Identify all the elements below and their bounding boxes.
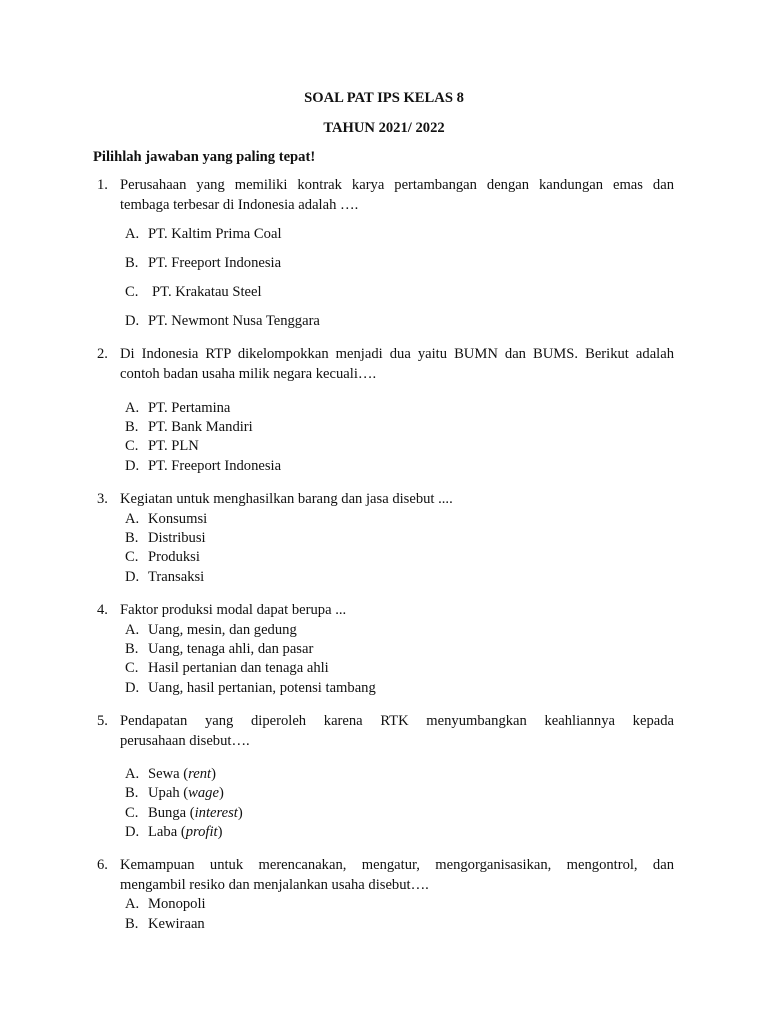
option-letter: B. [125, 255, 139, 271]
option-letter: A. [125, 896, 140, 912]
question-text-line: Faktor produksi modal dapat berupa ... [120, 602, 347, 618]
instruction: Pilihlah jawaban yang paling tepat! [93, 149, 316, 165]
option-letter: C. [125, 284, 139, 300]
option-text: PT. PLN [148, 438, 199, 454]
option-text: PT. Newmont Nusa Tenggara [148, 313, 320, 329]
option-letter: A. [125, 400, 140, 416]
option-letter: D. [125, 569, 140, 585]
option-text: Produksi [148, 549, 200, 565]
option-text: PT. Kaltim Prima Coal [148, 226, 282, 242]
question-text-line: Perusahaan yang memiliki kontrak karya pertambangan dengan kandungan emas dan [120, 177, 674, 193]
option-text: Distribusi [148, 530, 206, 546]
option-letter: D. [125, 458, 140, 474]
option-letter: D. [125, 824, 140, 840]
question-number: 6. [97, 857, 108, 873]
option-text: Konsumsi [148, 511, 208, 527]
option-letter: B. [125, 419, 139, 435]
page-title: SOAL PAT IPS KELAS 8 [304, 90, 464, 106]
option-letter: A. [125, 226, 140, 242]
question-number: 1. [97, 177, 108, 193]
option-text: PT. Freeport Indonesia [148, 255, 282, 271]
question-text-line: mengambil resiko dan menjalankan usaha disebut…. [120, 877, 429, 893]
option-letter: C. [125, 805, 139, 821]
option-text: Uang, tenaga ahli, dan pasar [148, 641, 314, 657]
option-text: Uang, mesin, dan gedung [148, 622, 297, 638]
option-text: Uang, hasil pertanian, potensi tambang [148, 680, 376, 696]
option-letter: D. [125, 680, 140, 696]
question-text-line: contoh badan usaha milik negara kecuali…. [120, 366, 377, 382]
option-letter: A. [125, 622, 140, 638]
option-letter: C. [125, 549, 139, 565]
option-text: PT. Bank Mandiri [148, 419, 253, 435]
option-letter: B. [125, 641, 139, 657]
option-text: Hasil pertanian dan tenaga ahli [148, 660, 329, 676]
option-letter: C. [125, 660, 139, 676]
question-text-line: Pendapatan yang diperoleh karena RTK menyumbangkan keahliannya kepada [120, 713, 674, 729]
question-text-line: Kemampuan untuk merencanakan, mengatur, mengorganisasikan, mengontrol, dan [120, 857, 674, 873]
option-text: PT. Pertamina [148, 400, 231, 416]
page-subtitle-year: TAHUN 2021/ 2022 [323, 120, 445, 136]
question-number: 5. [97, 713, 108, 729]
question-text-line: tembaga terbesar di Indonesia adalah …. [120, 197, 359, 213]
question-number: 2. [97, 346, 108, 362]
option-text: Bunga (interest) [148, 805, 243, 821]
option-text: Kewiraan [148, 916, 205, 932]
option-letter: C. [125, 438, 139, 454]
option-letter: D. [125, 313, 140, 329]
question-number: 3. [97, 491, 108, 507]
question-text-line: perusahaan disebut…. [120, 733, 250, 749]
option-text: PT. Freeport Indonesia [148, 458, 282, 474]
option-letter: A. [125, 511, 140, 527]
question-text-line: Di Indonesia RTP dikelompokkan menjadi dua yaitu BUMN dan BUMS. Berikut adalah [120, 346, 674, 362]
question-number: 4. [97, 602, 108, 618]
option-letter: B. [125, 785, 139, 801]
option-letter: B. [125, 530, 139, 546]
option-letter: A. [125, 766, 140, 782]
option-text: Transaksi [148, 569, 205, 585]
option-text: Upah (wage) [148, 785, 224, 801]
option-text: Sewa (rent) [148, 766, 216, 782]
question-text-line: Kegiatan untuk menghasilkan barang dan jasa disebut .... [120, 491, 453, 507]
option-text: Laba (profit) [148, 824, 223, 840]
option-text: Monopoli [148, 896, 206, 912]
option-text: PT. Krakatau Steel [152, 284, 262, 300]
option-letter: B. [125, 916, 139, 932]
